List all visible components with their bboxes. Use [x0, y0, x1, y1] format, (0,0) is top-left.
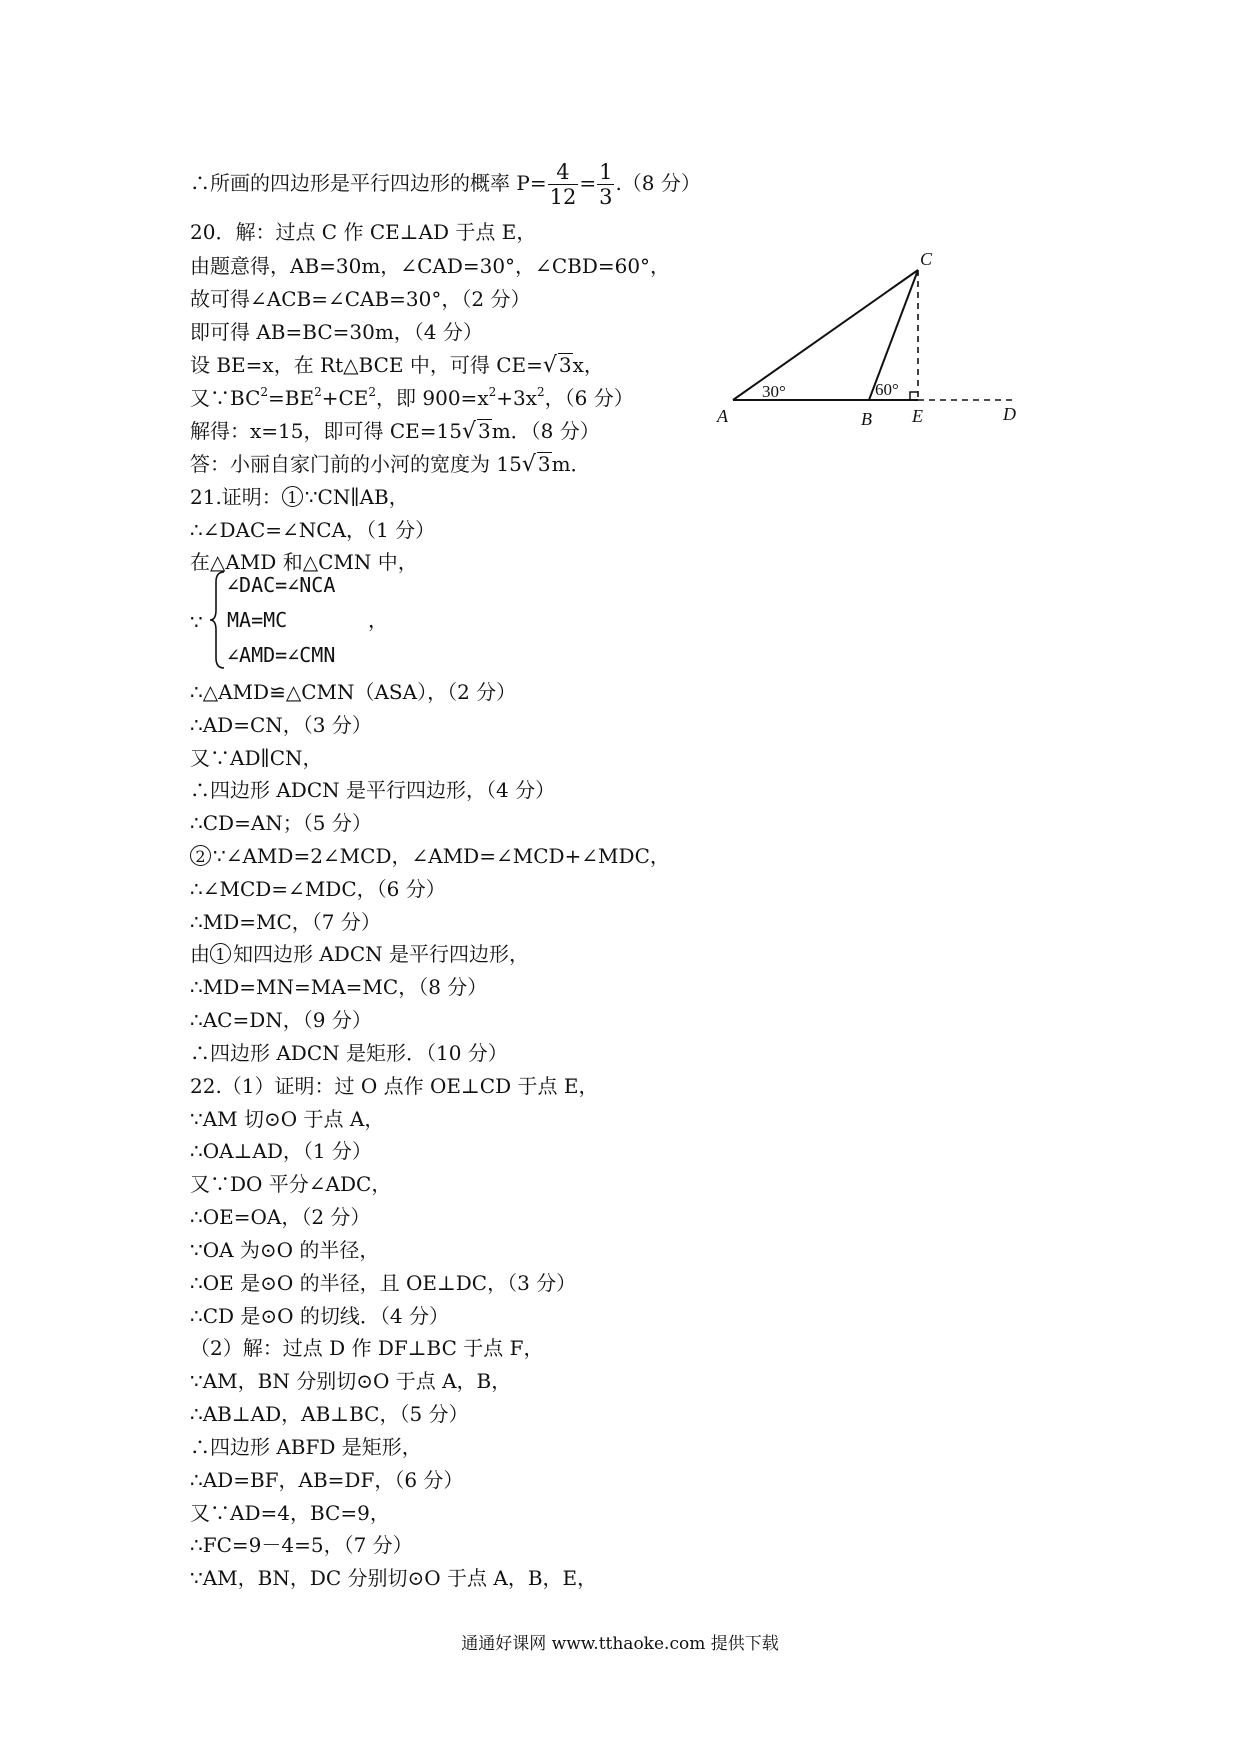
q22-line-6: ∵OA 为⊙O 的半径， — [190, 1238, 380, 1262]
q22-line-13: ∴AD=BF，AB=DF，（6 分） — [190, 1468, 464, 1492]
q21-line-15: ∴四边形 ADCN 是矩形．（10 分） — [190, 1041, 508, 1065]
q22-line-5: ∴OE=OA，（2 分） — [190, 1205, 371, 1229]
q22-line-1: 22.（1）证明：过 O 点作 OE⊥CD 于点 E， — [190, 1074, 599, 1098]
q21-line-5: ∴AD=CN，（3 分） — [190, 713, 372, 737]
page-footer: 通通好课网 www.tthaoke.com 提供下载 — [461, 1634, 779, 1654]
q20-line-3: 故可得∠ACB=∠CAB=30°，（2 分） — [190, 287, 531, 311]
circled-number: 2 — [190, 845, 211, 866]
fraction-1-3: $\frac{1}{3}$ — [599, 160, 613, 209]
q21-line-14: ∴AC=DN，（9 分） — [190, 1008, 372, 1032]
system-comma: ， — [368, 608, 388, 632]
q22-line-9: （2）解：过点 D 作 DF⊥BC 于点 F， — [190, 1336, 544, 1360]
q22-line-10: ∵AM，BN 分别切⊙O 于点 A，B， — [190, 1369, 512, 1393]
angle-b-label: 60° — [875, 380, 899, 399]
q22-line-4: 又∵DO 平分∠ADC， — [190, 1172, 392, 1196]
q20-line-6: 又$\because BC^2=BE^2+CE^2$，即 $900=x^2+3x^2$，（6 分） — [190, 385, 634, 410]
q21-line-12: 由 1 知四边形 ADCN 是平行四边形， — [190, 942, 529, 966]
q22-line-8: ∴CD 是⊙O 的切线．（4 分） — [190, 1304, 450, 1328]
q21-line-11: ∴MD=MC，（7 分） — [190, 910, 381, 934]
radical-sign: √ — [461, 419, 476, 444]
triangle-figure — [0, 0, 1240, 480]
because-symbol: ∵ — [190, 610, 203, 634]
q20-line-1: 20．解：过点 C 作 CE⊥AD 于点 E， — [190, 220, 537, 244]
label-a: A — [717, 406, 728, 426]
q21-line-2: ∴∠DAC=∠NCA，（1 分） — [190, 518, 436, 542]
label-b: B — [861, 409, 872, 429]
q20-line-8: 答：小丽自家门前的小河的宽度为 15√ 3m． — [190, 452, 591, 477]
q21-line-3: 在△AMD 和△CMN 中， — [190, 550, 418, 574]
radical-sign: √ — [542, 353, 557, 378]
right-angle-mark — [910, 392, 918, 400]
q22-line-15: ∴FC=9－4=5，（7 分） — [190, 1533, 413, 1557]
q20-line-4: 即可得 AB=BC=30m，（4 分） — [190, 320, 483, 344]
circled-number: 1 — [210, 943, 231, 964]
q22-line-2: ∵AM 切⊙O 于点 A， — [190, 1107, 385, 1131]
system-eq-3: ∠AMD=∠CMN — [227, 643, 336, 667]
q21-line-9: 2 ∵∠AMD=2∠MCD，∠AMD=∠MCD+∠MDC， — [190, 843, 670, 869]
q21-line-4: ∴△AMD≌△CMN（ASA），（2 分） — [190, 680, 517, 704]
radical-sign: √ — [521, 452, 536, 477]
angle-a-label: 30° — [762, 382, 786, 401]
q21-line-7: ∴四边形 ADCN 是平行四边形，（4 分） — [190, 778, 556, 802]
q20-line-5: 设 BE=x，在 Rt△BCE 中，可得 CE=√ 3x， — [190, 353, 604, 378]
equation-system — [190, 570, 550, 670]
q22-line-12: ∴四边形 ABFD 是矩形， — [190, 1435, 422, 1459]
system-eq-2: MA=MC — [227, 608, 288, 632]
circled-number: 1 — [282, 486, 303, 507]
q21-line-8: ∴CD=AN；（5 分） — [190, 811, 372, 835]
fraction-4-12: $\frac{4}{12}$ — [549, 160, 577, 209]
label-c: C — [920, 249, 933, 269]
label-e: E — [912, 406, 923, 426]
label-d: D — [1003, 404, 1016, 424]
q20-line-7: 解得：x=15，即可得 CE=15√ 3m．（8 分） — [190, 419, 600, 444]
q21-line-10: ∴∠MCD=∠MDC，（6 分） — [190, 877, 446, 901]
q21-line-13: ∴MD=MN=MA=MC，（8 分） — [190, 975, 488, 999]
q22-line-16: ∵AM，BN，DC 分别切⊙O 于点 A，B，E， — [190, 1566, 598, 1590]
q22-line-3: ∴OA⊥AD，（1 分） — [190, 1139, 372, 1163]
q22-line-11: ∴AB⊥AD，AB⊥BC，（5 分） — [190, 1402, 469, 1426]
system-eq-1: ∠DAC=∠NCA — [227, 573, 336, 597]
q19-probability-line: ∴所画的四边形是平行四边形的概率 P= $\frac{4}{12}$ = $\frac{1}{3}$ .（8 分） — [190, 160, 701, 209]
q22-line-14: 又∵AD=4，BC=9， — [190, 1501, 390, 1525]
q21-line-6: 又∵AD∥CN， — [190, 746, 323, 770]
q21-line-1: 21.证明： 1 ∵CN∥AB， — [190, 485, 409, 509]
q22-line-7: ∴OE 是⊙O 的半径，且 OE⊥DC，（3 分） — [190, 1271, 577, 1295]
q20-line-2: 由题意得，AB=30m，∠CAD=30°，∠CBD=60°， — [190, 254, 671, 278]
